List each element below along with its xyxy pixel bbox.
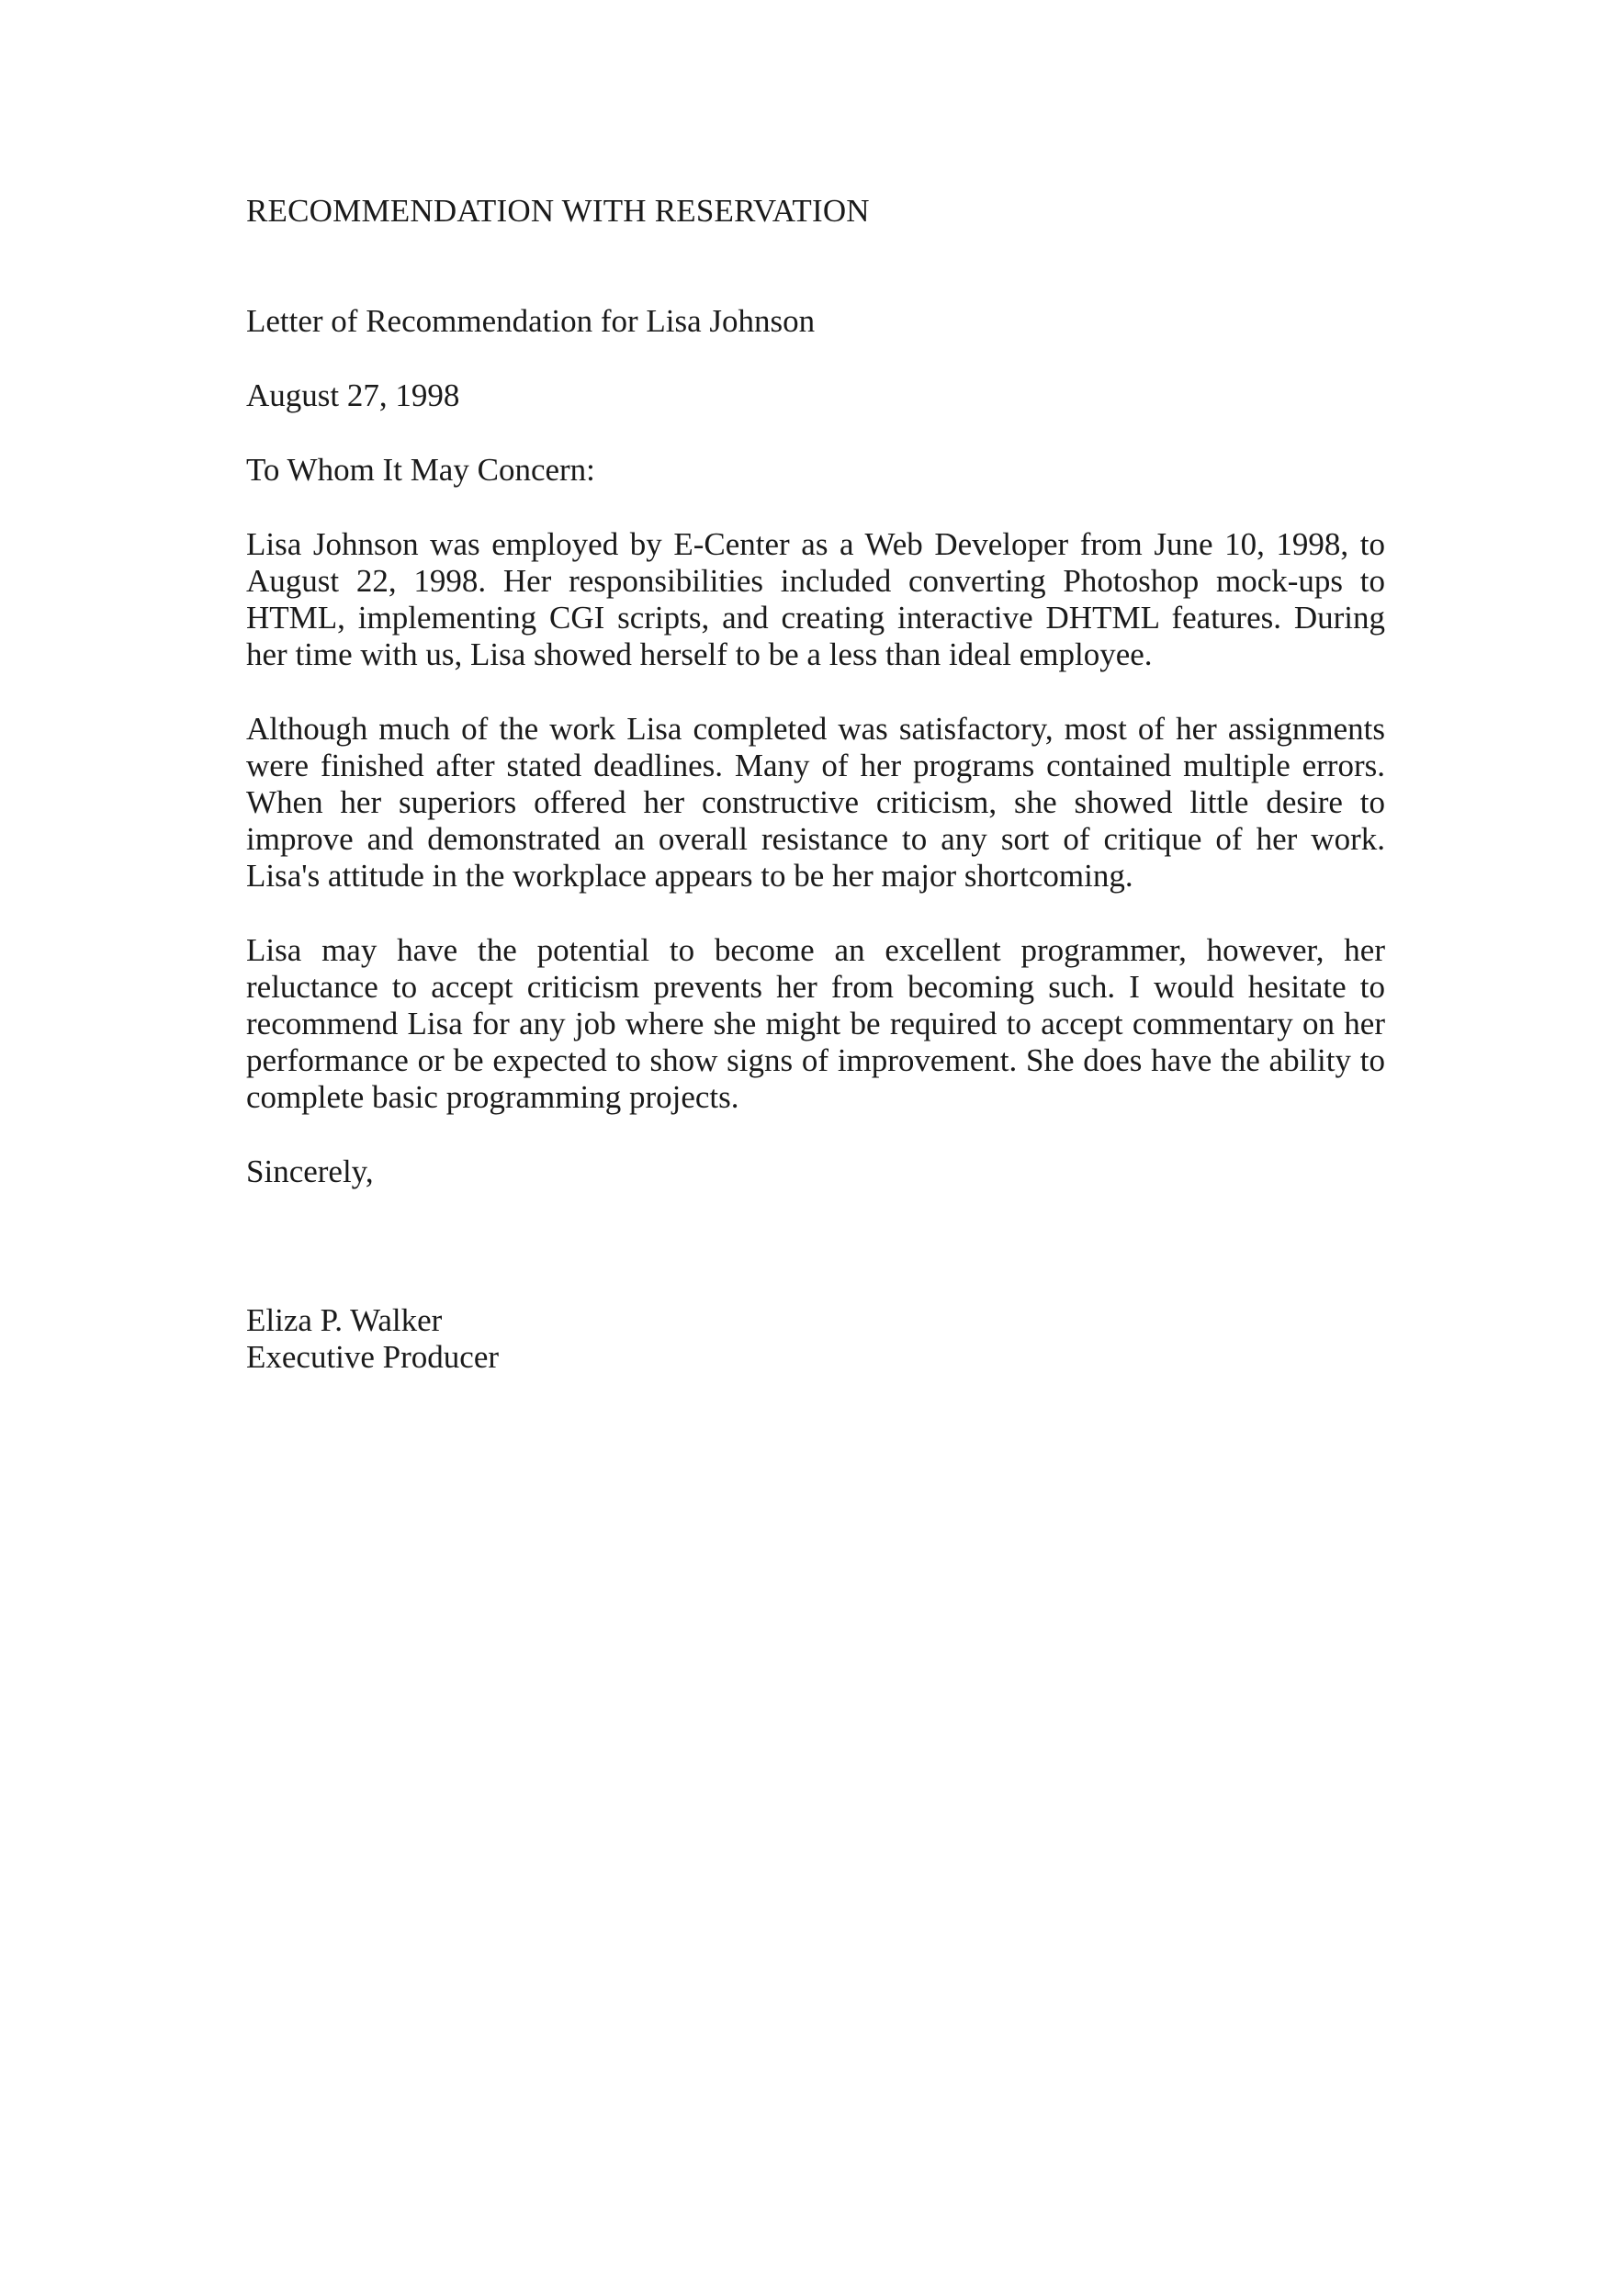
letter-salutation: To Whom It May Concern: xyxy=(246,452,595,488)
letter-paragraph-1: Lisa Johnson was employed by E-Center as a Web Developer from June 10, 1998, to August 22, 1998. Her responsibilities included converting Photoshop mock-ups to HTML, implementing CGI scripts, and creating interactive DHTML features. During her time with us, Lisa showed herself to be a less than ideal employee. xyxy=(246,526,1385,672)
letter-paragraph-3: Lisa may have the potential to become an excellent programmer, however, her reluctance to accept criticism prevents her from becoming such. I would hesitate to recommend Lisa for any job where she might be required to accept commentary on her performance or be expected to show signs of improvement. She does have the ability to complete basic programming projects. xyxy=(246,932,1385,1115)
letter-paragraph-2: Although much of the work Lisa completed was satisfactory, most of her assignments were finished after stated deadlines. Many of her programs contained multiple errors. When her superiors offered her constructive criticism, she showed little desire to improve and demonstrated an overall resistance to any sort of critique of her work. Lisa's attitude in the workplace appears to be her major shortcoming. xyxy=(246,711,1385,894)
letter-closing: Sincerely, xyxy=(246,1154,374,1189)
document-heading: RECOMMENDATION WITH RESERVATION xyxy=(246,193,870,229)
letter-subject: Letter of Recommendation for Lisa Johnson xyxy=(246,303,816,339)
letter-body xyxy=(246,193,1385,1376)
signer-title: Executive Producer xyxy=(246,1339,500,1375)
letter-date: August 27, 1998 xyxy=(246,377,460,413)
signer-name: Eliza P. Walker xyxy=(246,1302,443,1338)
